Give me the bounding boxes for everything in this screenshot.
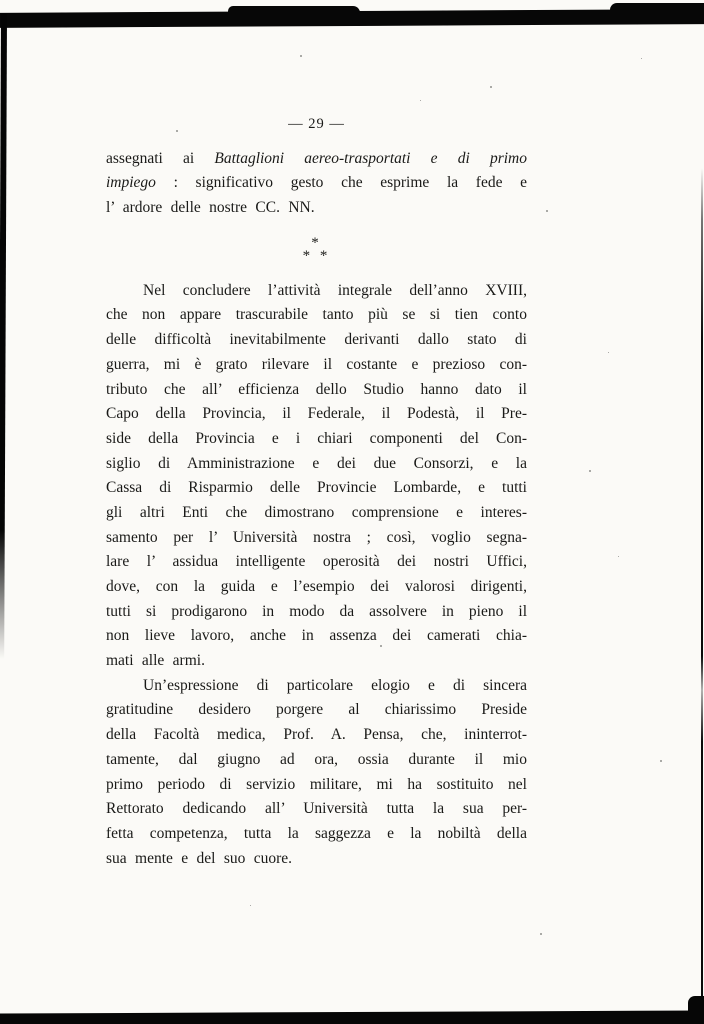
scan-corner-blob	[688, 996, 704, 1024]
text-segment: che non appare trascurabile tanto più se si tien conto	[106, 306, 527, 324]
scan-noise-dot	[641, 58, 642, 59]
text-segment: dove, con la guida e l’esempio dei valorosi dirigenti,	[106, 578, 527, 595]
text-line	[106, 550, 527, 575]
text-line	[106, 526, 527, 551]
text-segment: della Facoltà medica, Prof. A. Pensa, che, ininterrot-	[106, 726, 527, 744]
text-line	[106, 723, 527, 748]
text-line	[106, 378, 527, 403]
paragraph	[106, 674, 527, 872]
text-segment: Capo della Provincia, il Federale, il Podestà, il Pre-	[106, 405, 527, 423]
text-line	[106, 476, 527, 501]
text-segment: sua mente e del suo cuore.	[106, 849, 293, 867]
scan-noise-dot	[540, 933, 542, 935]
scan-edge-bottom	[0, 1010, 704, 1024]
text-line	[106, 847, 527, 872]
text-segment: tutti si prodigarono in modo da assolvere in pieno il	[106, 602, 527, 620]
italic-text-segment: Battaglioni aereo-trasportati e di primo	[214, 149, 527, 167]
text-line	[106, 674, 527, 699]
text-flow	[106, 147, 527, 872]
asterisk-row: * *	[302, 248, 331, 265]
text-segment: gli altri Enti che dimostrano comprensione e interes-	[106, 503, 527, 521]
scan-noise-dot	[546, 210, 548, 212]
scan-edge-top-bump	[610, 3, 704, 16]
scan-edge-right-line	[701, 168, 703, 1024]
text-line	[106, 147, 527, 172]
text-line	[106, 353, 527, 378]
text-line	[106, 427, 527, 452]
text-line	[106, 698, 527, 723]
text-segment: l’ ardore delle nostre CC. NN.	[106, 199, 315, 217]
text-segment: Nel concludere l’attività integrale dell’anno XVIII,	[143, 281, 527, 299]
italic-text-segment: impiego	[106, 174, 156, 192]
text-segment: gratitudine desidero porgere al chiarissimo Preside	[106, 701, 527, 719]
text-segment: delle difficoltà inevitabilmente derivanti dallo stato di	[106, 331, 527, 349]
text-segment: primo periodo di servizio militare, mi ha sostituito nel	[106, 775, 527, 793]
paragraph	[106, 147, 527, 221]
scan-noise-dot	[250, 905, 251, 906]
text-line	[106, 748, 527, 773]
page-number: — 29 —	[288, 116, 345, 132]
scan-edge-left-stripe	[0, 14, 7, 659]
text-segment: samento per l’ Università nostra ; così, voglio segna-	[106, 528, 527, 546]
scan-noise-dot	[420, 100, 421, 101]
text-segment: tributo che all’ efficienza dello Studio hanno dato il	[106, 380, 527, 398]
text-line	[106, 303, 527, 328]
text-line	[106, 600, 527, 625]
text-line	[106, 279, 527, 304]
text-line	[106, 452, 527, 477]
text-segment: assegnati ai	[106, 149, 215, 167]
text-segment: fetta competenza, tutta la saggezza e la nobiltà della	[106, 824, 527, 842]
text-segment: siglio di Amministrazione e dei due Consorzi, e la	[106, 454, 527, 472]
text-line	[106, 822, 527, 847]
text-line	[106, 773, 527, 798]
text-segment: lare l’ assidua intelligente operosità dei nostri Uffici,	[106, 553, 527, 571]
text-line	[106, 402, 527, 427]
scan-noise-dot	[490, 86, 492, 88]
text-line	[106, 575, 527, 600]
scan-edge-top-bump	[228, 6, 360, 15]
paragraph	[106, 279, 527, 674]
scan-noise-dot	[589, 470, 591, 472]
asterisk-row: *	[311, 234, 322, 251]
text-block	[106, 112, 527, 871]
scan-noise-dot	[300, 55, 302, 57]
scan-noise-dot	[618, 556, 619, 557]
text-line	[106, 328, 527, 353]
text-line	[106, 501, 527, 526]
text-segment: mati alle armi.	[106, 652, 205, 670]
text-segment: Un’espressione di particolare elogio e di sincera	[143, 676, 527, 694]
scan-noise-dot	[608, 352, 609, 353]
text-line	[106, 196, 527, 221]
text-line	[106, 624, 527, 649]
text-segment: Rettorato dedicando all’ Università tutta la sua per-	[106, 800, 527, 818]
text-line	[106, 171, 527, 196]
text-segment: : significativo gesto che esprime la fede e	[155, 174, 527, 192]
text-segment: non lieve lavoro, anche in assenza dei camerati chia-	[106, 627, 527, 645]
text-segment: guerra, mi è grato rilevare il costante e prezioso con-	[106, 355, 527, 373]
text-segment: side della Provincia e i chiari componenti del Con-	[106, 429, 527, 447]
text-segment: Cassa di Risparmio delle Provincie Lombarde, e tutti	[106, 479, 527, 497]
text-line	[106, 797, 527, 822]
text-segment: tamente, dal giugno ad ora, ossia durante il mio	[106, 750, 527, 768]
section-separator	[106, 234, 527, 265]
text-line	[106, 649, 527, 674]
scan-noise-dot	[660, 760, 662, 762]
